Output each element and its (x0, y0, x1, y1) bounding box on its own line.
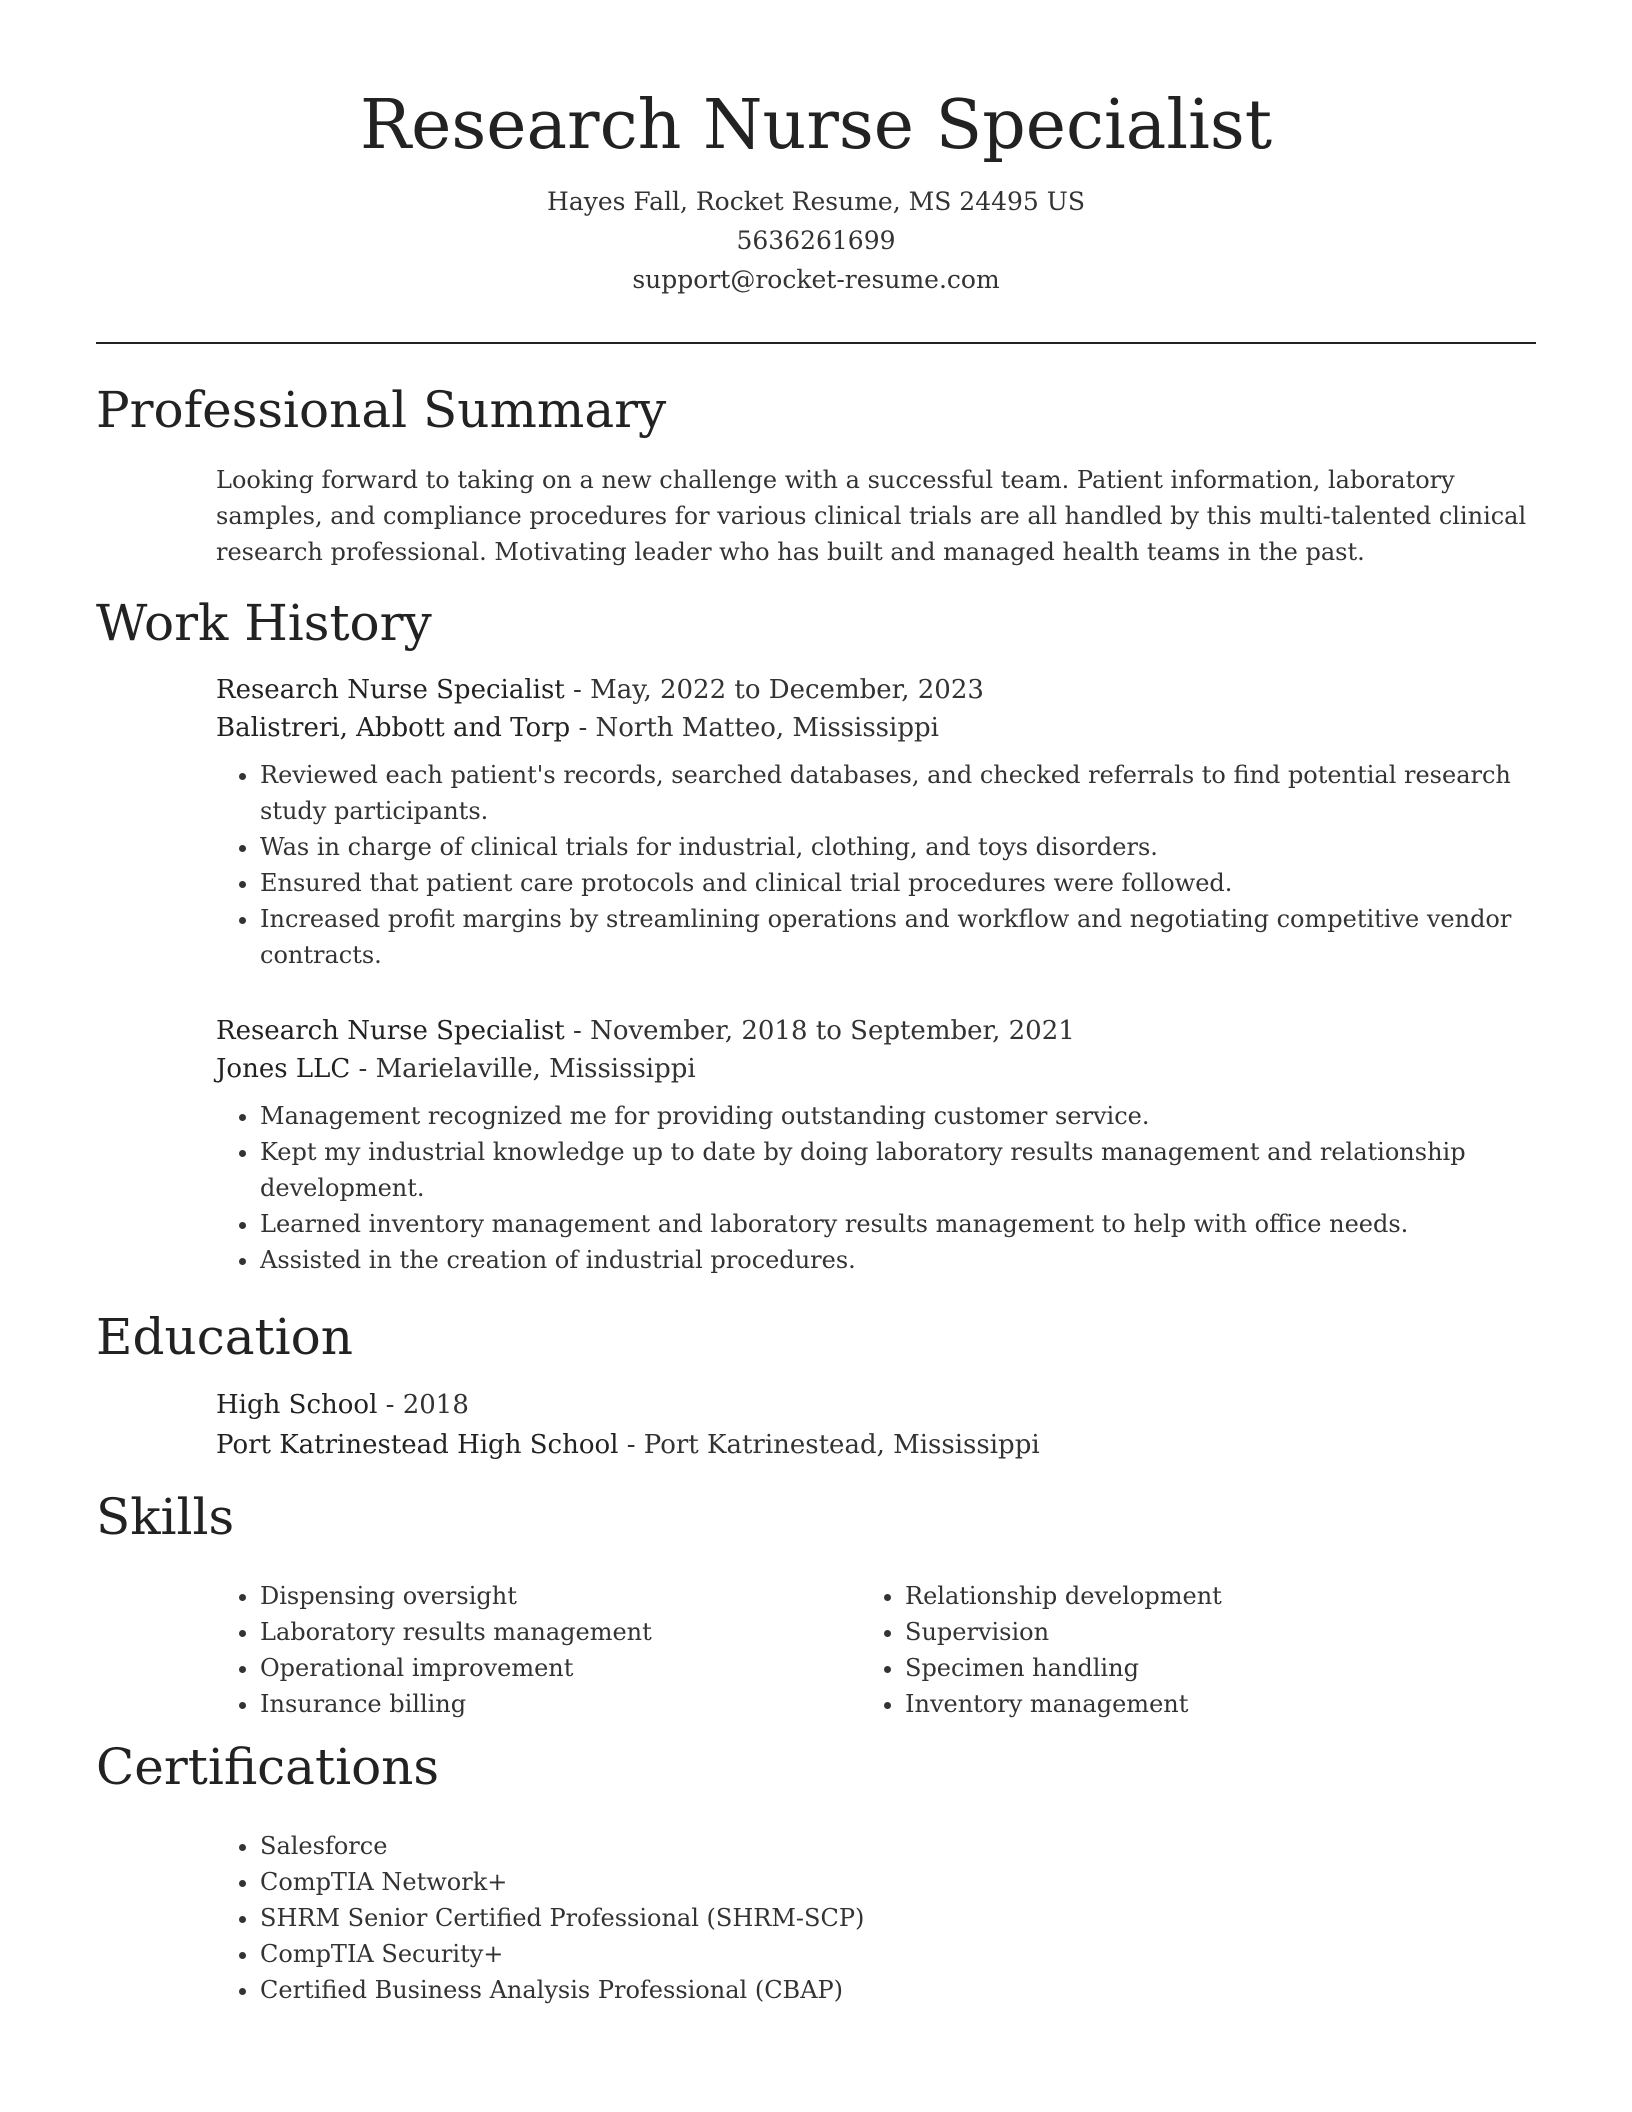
job-role: Research Nurse Specialist (216, 675, 565, 705)
work-history-heading: Work History (96, 594, 432, 652)
job-bullet: • Increased profit margins by streamlining operations and workflow and negotiating competitive vendor contracts. (260, 901, 1540, 973)
job-role: Research Nurse Specialist (216, 1016, 565, 1046)
certification-item: • Salesforce (260, 1828, 1540, 1864)
candidate-name: Research Nurse Specialist (359, 86, 1273, 165)
job-bullets (216, 1098, 1540, 1278)
skills-bullets-right (861, 1578, 1461, 1722)
job-bullet: • Reviewed each patient's records, searched databases, and checked referrals to find potential research study participants. (260, 757, 1540, 829)
job-bullet: • Learned inventory management and laboratory results management to help with office needs. (260, 1206, 1540, 1242)
summary-text: Looking forward to taking on a new challenge with a successful team. Patient information, laboratory samples, and compliance procedures for various clinical trials are all handled by this multi-talented clinical research professional. Motivating leader who has built and managed health teams in the past. (216, 466, 1527, 566)
skills-column-left (216, 1578, 816, 1722)
skill-item: • Operational improvement (260, 1650, 816, 1686)
skills-heading: Skills (96, 1488, 235, 1546)
education-school: Port Katrinestead High School (216, 1430, 619, 1460)
job-bullets (216, 757, 1540, 973)
contact-phone: 5636261699 (736, 226, 896, 255)
job-bullet: • Kept my industrial knowledge up to date by doing laboratory results management and relationship development. (260, 1134, 1540, 1206)
education-degree-line (216, 1386, 1540, 1424)
job-bullet: • Assisted in the creation of industrial procedures. (260, 1242, 1540, 1278)
contact-email: support@rocket-resume.com (632, 265, 1000, 294)
job-dates: - May, 2022 to December, 2023 (564, 675, 984, 705)
education-degree: High School (216, 1390, 378, 1420)
certification-item: • CompTIA Security+ (260, 1936, 1540, 1972)
contact-address: Hayes Fall, Rocket Resume, MS 24495 US (547, 187, 1085, 216)
certification-item: • CompTIA Network+ (260, 1864, 1540, 1900)
skills-bullets-left (216, 1578, 816, 1722)
certification-item: • Certified Business Analysis Professional (CBAP) (260, 1972, 1540, 2008)
skill-item: • Insurance billing (260, 1686, 816, 1722)
job-entry (216, 1012, 1540, 1278)
header-divider (96, 342, 1536, 344)
certifications-heading: Certifications (96, 1738, 440, 1796)
resume-header (0, 78, 1632, 299)
education-entry (216, 1386, 1540, 1464)
skills-column-right (861, 1578, 1461, 1722)
education-year: - 2018 (377, 1390, 469, 1420)
job-entry (216, 671, 1540, 973)
job-company: Balistreri, Abbott and Torp (216, 713, 571, 743)
job-location: - North Matteo, Mississippi (570, 713, 939, 743)
job-location: - Marielaville, Mississippi (350, 1054, 696, 1084)
job-bullet: • Management recognized me for providing outstanding customer service. (260, 1098, 1540, 1134)
certifications-list (216, 1828, 1540, 2008)
job-bullet: • Was in charge of clinical trials for industrial, clothing, and toys disorders. (260, 829, 1540, 865)
job-title-line (216, 671, 1540, 709)
job-company-line (216, 1050, 1540, 1088)
job-bullet: • Ensured that patient care protocols and clinical trial procedures were followed. (260, 865, 1540, 901)
job-company: Jones LLC (216, 1054, 351, 1084)
job-dates: - November, 2018 to September, 2021 (564, 1016, 1075, 1046)
summary-heading: Professional Summary (96, 381, 667, 439)
skill-item: • Specimen handling (905, 1650, 1461, 1686)
skill-item: • Laboratory results management (260, 1614, 816, 1650)
certification-bullets (216, 1828, 1540, 2008)
education-location: - Port Katrinestead, Mississippi (618, 1430, 1040, 1460)
skill-item: • Dispensing oversight (260, 1578, 816, 1614)
certification-item: • SHRM Senior Certified Professional (SHRM-SCP) (260, 1900, 1540, 1936)
job-title-line (216, 1012, 1540, 1050)
job-company-line (216, 709, 1540, 747)
education-school-line (216, 1426, 1540, 1464)
skill-item: • Relationship development (905, 1578, 1461, 1614)
skill-item: • Inventory management (905, 1686, 1461, 1722)
education-heading: Education (96, 1308, 353, 1366)
skill-item: • Supervision (905, 1614, 1461, 1650)
